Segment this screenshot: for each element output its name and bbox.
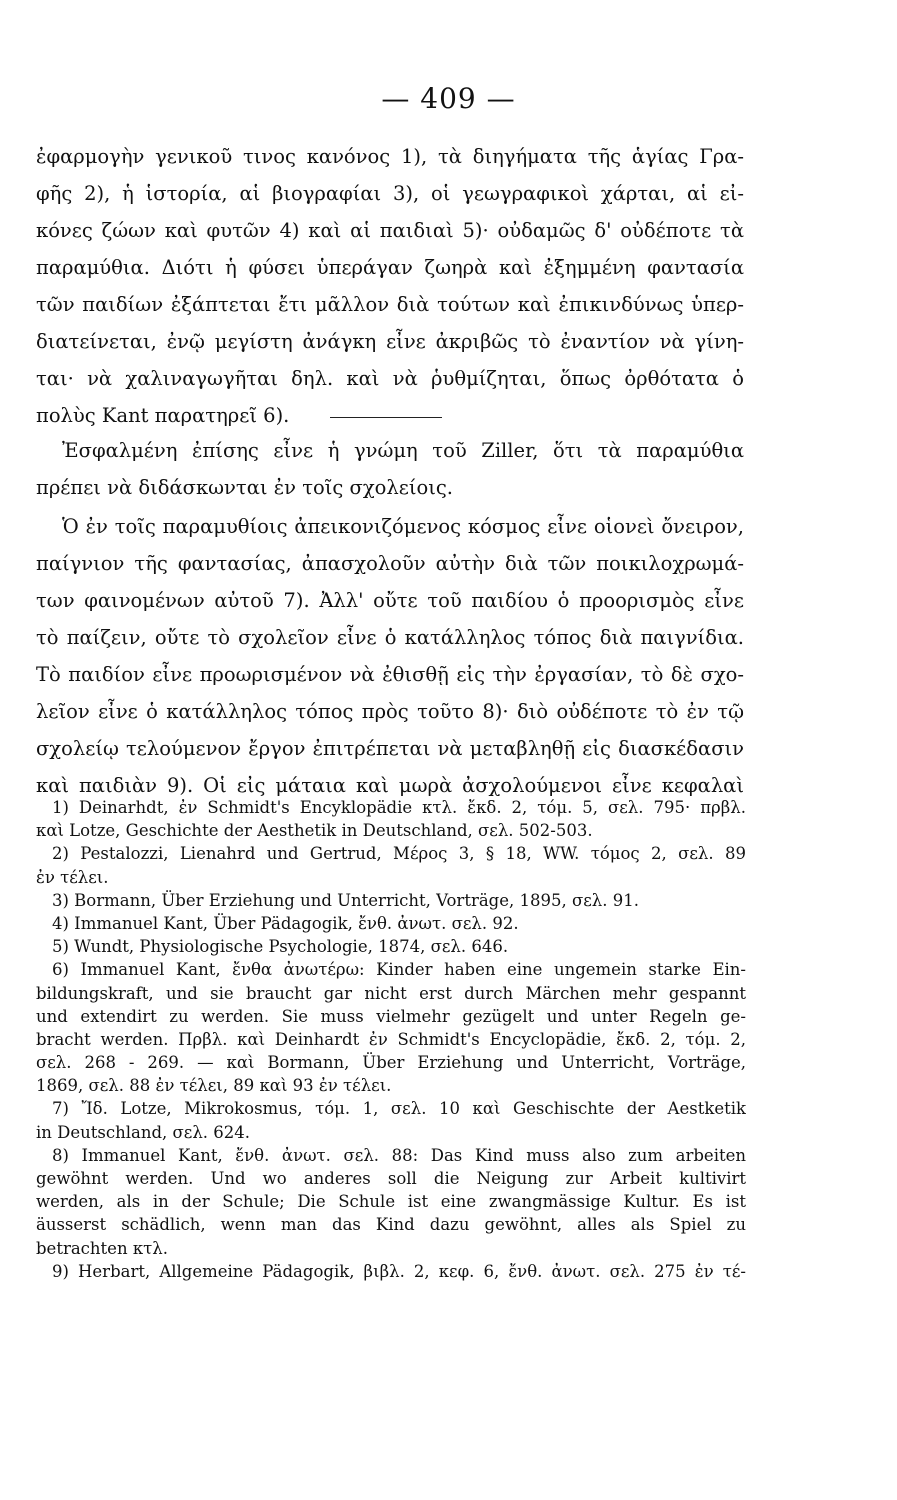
footnote-line: 9) Herbart, Allgemeine Pädagogik, βιβλ. 2, κεφ. 6, ἔνθ. ἀνωτ. σελ. 275 ἐν τέ- [52,1261,746,1281]
footnote-line: bracht werden. Πρβλ. καὶ Deinhardt ἐν Schmidt's Encyclopädie, ἔκδ. 2, τόμ. 2, [36,1029,746,1049]
text-line: τῶν παιδίων ἐξάπτεται ἔτι μᾶλλον διὰ τούτων καὶ ἐπικινδύνως ὑπερ- [36,293,744,316]
footnote-line: 8) Immanuel Kant, ἔνθ. ἀνωτ. σελ. 88: Das Kind muss also zum arbeiten [52,1145,746,1165]
section-separator [330,417,442,418]
footnote-line: 4) Immanuel Kant, Über Pädagogik, ἔνθ. ἀνωτ. σελ. 92. [52,913,519,933]
text-line: διατείνεται, ἐνῷ μεγίστη ἀνάγκη εἶνε ἀκριβῶς τὸ ἐναντίον νὰ γίνη- [36,330,744,353]
footnote-line: ἐν τέλει. [36,867,109,887]
text-line: καὶ παιδιὰν 9). Οἱ εἰς μάταια καὶ μωρὰ ἀσχολούμενοι εἶνε κεφαλαὶ [36,774,744,797]
page-number: — 409 — [381,82,516,115]
footnote-line: und extendirt zu werden. Sie muss vielmehr gezügelt und unter Regeln ge- [36,1006,746,1026]
text-line: Ἐσφαλμένη ἐπίσης εἶνε ἡ γνώμη τοῦ Ziller, ὅτι τὰ παραμύθια [62,439,744,462]
footnote-line: καὶ Lotze, Geschichte der Aesthetik in Deutschland, σελ. 502-503. [36,821,593,841]
text-line: παραμύθια. Διότι ἡ φύσει ὑπεράγαν ζωηρὰ καὶ ἐξημμένη φαντασία [36,256,744,279]
footnote-line: betrachten κτλ. [36,1238,168,1258]
text-line: ἐφαρμογὴν γενικοῦ τινος κανόνος 1), τὰ διηγήματα τῆς ἁγίας Γρα- [36,145,744,168]
text-line: πρέπει νὰ διδάσκωνται ἐν τοῖς σχολείοις. [36,476,454,499]
footnote-line: werden, als in der Schule; Die Schule ist eine zwangmässige Kultur. Es ist [36,1192,746,1212]
paragraph-3 [36,508,744,804]
footnote-line: in Deutschland, σελ. 624. [36,1122,251,1142]
text-line: πολὺς Kant παρατηρεῖ 6). [36,404,290,427]
footnote-line: 5) Wundt, Physiologische Psychologie, 1874, σελ. 646. [52,937,509,957]
footnote-line: 1869, σελ. 88 ἐν τέλει, 89 καὶ 93 ἐν τέλει. [36,1076,392,1096]
text-line: σχολείῳ τελούμενον ἔργον ἐπιτρέπεται νὰ μεταβληθῇ εἰς διασκέδασιν [36,737,744,760]
text-line: λεῖον εἶνε ὁ κατάλληλος τόπος πρὸς τοῦτο 8)· διὸ οὐδέποτε τὸ ἐν τῷ [36,700,744,723]
footnote-line: 3) Bormann, Über Erziehung und Unterricht, Vorträge, 1895, σελ. 91. [52,890,639,910]
text-line: τὸ παίζειν, οὔτε τὸ σχολεῖον εἶνε ὁ κατάλληλος τόπος διὰ παιγνίδια. [36,626,744,649]
text-line: ται· νὰ χαλιναγωγῆται δηλ. καὶ νὰ ῥυθμίζηται, ὅπως ὀρθότατα ὁ [36,367,744,390]
text-line: των φαινομένων αὐτοῦ 7). Ἀλλ' οὔτε τοῦ παιδίου ὁ προορισμὸς εἶνε [36,589,744,612]
footnotes [36,796,746,1283]
footnote-line: 6) Immanuel Kant, ἔνθα ἀνωτέρω: Kinder haben eine ungemein starke Ein- [52,960,746,980]
paragraph-1 [36,138,744,434]
footnote-line: bildungskraft, und sie braucht gar nicht erst durch Märchen mehr gespannt [36,983,746,1003]
text-line: φῆς 2), ἡ ἱστορία, αἱ βιογραφίαι 3), οἱ γεωγραφικοὶ χάρται, αἱ εἰ- [36,182,744,205]
text-line: κόνες ζώων καὶ φυτῶν 4) καὶ αἱ παιδιαὶ 5)· οὐδαμῶς δ' οὐδέποτε τὰ [36,219,744,242]
footnote-line: äusserst schädlich, wenn man das Kind dazu gewöhnt, alles als Spiel zu [36,1215,746,1235]
footnote-line: 7) Ἴδ. Lotze, Mikrokosmus, τόμ. 1, σελ. 10 καὶ Geschischte der Aestketik [52,1099,746,1119]
footnote-line: 2) Pestalozzi, Lienahrd und Gertrud, Μέρος 3, § 18, WW. τόμος 2, σελ. 89 [52,844,746,864]
text-line: Ὁ ἐν τοῖς παραμυθίοις ἀπεικονιζόμενος κόσμος εἶνε οἱονεὶ ὄνειρον, [62,515,744,538]
footnote-line: gewöhnt werden. Und wo anderes soll die Neigung zur Arbeit kultivirt [36,1169,746,1188]
footnote-line: 1) Deinarhdt, ἐν Schmidt's Encyklopädie κτλ. ἔκδ. 2, τόμ. 5, σελ. 795· πρβλ. [52,798,746,817]
text-line: Τὸ παιδίον εἶνε προωρισμένον νὰ ἐθισθῇ εἰς τὴν ἐργασίαν, τὸ δὲ σχο- [36,663,744,686]
text-line: παίγνιον τῆς φαντασίας, ἀπασχολοῦν αὐτὴν διὰ τῶν ποικιλοχρωμά- [36,552,744,575]
footnote-line: σελ. 268 - 269. — καὶ Bormann, Über Erziehung und Unterricht, Vorträge, [36,1053,746,1073]
paragraph-2 [36,432,744,506]
